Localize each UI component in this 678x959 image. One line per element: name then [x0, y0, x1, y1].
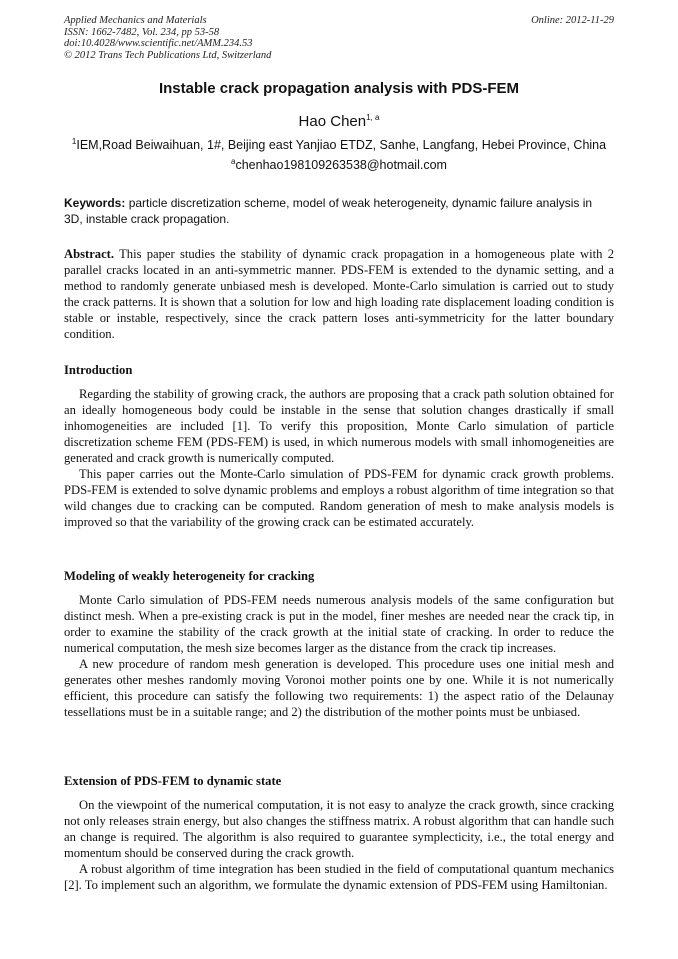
email-line — [0, 158, 678, 172]
journal-copyright: © 2012 Trans Tech Publications Ltd, Switzerland — [64, 49, 272, 61]
email-superscript: a — [231, 156, 236, 166]
paragraph: Monte Carlo simulation of PDS-FEM needs numerous analysis models of the same configuration but distinct mesh. When a pre-existing crack is put in the model, finer meshes are needed near the crack tip, in order to examine the stability of the crack growth at the initial state of cracking. In order to reduce the numerical computation, the mesh size becomes larger as the distance from the crack tip increases. — [64, 593, 614, 655]
journal-issn: ISSN: 1662-7482, Vol. 234, pp 53-58 — [64, 26, 220, 38]
journal-header — [64, 15, 614, 61]
paragraph: Regarding the stability of growing crack, the authors are proposing that a crack path solution obtained for an ideally homogeneous body could be instable in the sense that solution changes drastically if small inhomogeneities are included [1]. To verify this proposition, Monte Carlo simulation of particle discretization scheme FEM (PDS-FEM) is used, in which numerous models with small inhomogeneities are generated and crack growth is numerically computed. — [64, 387, 614, 465]
affiliation-text: IEM,Road Beiwaihuan, 1#, Beijing east Yanjiao ETDZ, Sanhe, Langfang, Hebei Province, China — [76, 138, 607, 152]
journal-doi: doi:10.4028/www.scientific.net/AMM.234.53 — [64, 38, 253, 49]
heading-extension: Extension of PDS-FEM to dynamic state — [64, 774, 282, 788]
section-modeling — [64, 592, 614, 720]
abstract-label: Abstract. — [64, 247, 115, 261]
keywords-text: particle discretization scheme, model of weak heterogeneity, dynamic failure analysis in 3D, instable crack propagation. — [64, 196, 593, 226]
section-introduction — [64, 386, 614, 530]
author-superscript: 1, a — [366, 113, 380, 122]
keywords — [64, 195, 614, 227]
abstract — [64, 246, 614, 342]
author-line — [0, 113, 678, 130]
heading-introduction: Introduction — [64, 363, 133, 377]
section-extension — [64, 797, 614, 893]
heading-modeling: Modeling of weakly heterogeneity for cracking — [64, 569, 315, 583]
online-date: Online: 2012-11-29 — [531, 15, 614, 26]
paragraph: This paper carries out the Monte-Carlo simulation of PDS-FEM for dynamic crack growth problems. PDS-FEM is extended to solve dynamic problems and employs a robust algorithm of time integration so that wild changes due to cracking can be computed. Random generation of mesh to make analysis models is improved so that the variability of the growing crack can be estimated accurately. — [64, 467, 614, 529]
paragraph: A new procedure of random mesh generation is developed. This procedure uses one initial mesh and generates other meshes randomly moving Voronoi mother points one by one. While it is not numerically efficient, this procedure can satisfy the following two requirements: 1) the aspect ratio of the Delaunay tessellations must be in a suitable range; and 2) the distribution of the mother points must be unbiased. — [64, 657, 614, 719]
journal-name: Applied Mechanics and Materials — [64, 15, 207, 26]
email-address: chenhao198109263538@hotmail.com — [235, 158, 447, 172]
author-name: Hao Chen — [298, 113, 367, 130]
paragraph: A robust algorithm of time integration has been studied in the field of computational quantum mechanics [2]. To implement such an algorithm, we formulate the dynamic extension of PDS-FEM using Hamiltonian. — [64, 862, 614, 892]
abstract-text: This paper studies the stability of dynamic crack propagation in a homogeneous plate with 2 parallel cracks located in an anti-symmetric manner. PDS-FEM is extended to the dynamic setting, and a method to randomly generate unbiased mesh is developed. Monte-Carlo simulation is carried out to study the crack patterns. It is shown that a solution for low and high loading rate displacement loading condition is stable or instable, respectively, since the crack pattern loses anti-symmetricity for the latter boundary condition. — [64, 247, 615, 341]
paragraph: On the viewpoint of the numerical computation, it is not easy to analyze the crack growth, since cracking not only releases strain energy, but also changes the stiffness matrix. A robust algorithm that can handle such an change is required. The algorithm is also required to guarantee symplecticity, i.e., the total energy and momentum should be conserved during the crack growth. — [64, 798, 614, 860]
paper-title: Instable crack propagation analysis with PDS-FEM — [158, 80, 520, 97]
affiliation — [0, 138, 678, 152]
keywords-label: Keywords: — [64, 196, 126, 210]
affiliation-superscript: 1 — [71, 136, 77, 146]
